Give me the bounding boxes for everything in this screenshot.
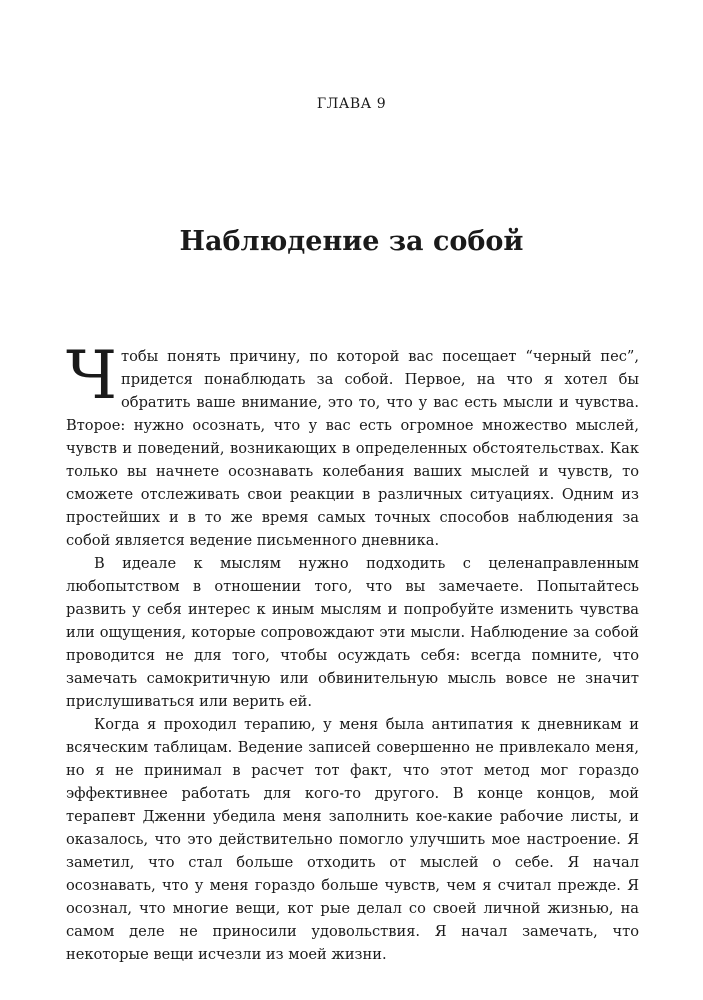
paragraph-1-text: тобы понять причину, по которой вас посещает “черный пес”, придется понаблюдать за собой. Первое, на что я хотел бы обратить ваше внимание, это то, что у вас есть мысли и чувства. Второе: нужно осознать, что у вас есть огромное множество мыслей, чувств и поведений, возникающих в определенных обстоятельствах. Как только вы начнете осознавать колебания ваших мыслей и чувств, то сможете отслеживать свои реакции в различных ситуациях. Одним из простейших и в то же время самых точных способов наблюдения за собой является ведение письменного дневника.: [66, 348, 639, 549]
chapter-title: Наблюдение за собой: [179, 226, 524, 257]
drop-cap: Ч: [66, 337, 118, 414]
paragraph-1: [66, 337, 639, 552]
chapter-label: ГЛАВА 9: [316, 96, 387, 112]
paragraph-3: Когда я проходил терапию, у меня была антипатия к дневникам и всяческим таблицам. Ведение записей совершенно не привлекало меня, но я не принимал в расчет тот факт, что этот метод мог гораздо эффективнее работать для кого-то другого. В конце концов, мой терапевт Дженни убедила меня заполнить кое-какие рабочие листы, и оказалось, что это действительно помогло улучшить мое настроение. Я заметил, что стал больше отходить от мыслей о себе. Я начал осознавать, что у меня гораздо больше чувств, чем я считал прежде. Я осознал, что многие вещи, кот рые делал со своей личной жизнью, на самом деле не приносили удовольствия. Я начал замечать, что некоторые вещи исчезли из моей жизни.: [66, 716, 639, 963]
paragraph-2: В идеале к мыслям нужно подходить с целенаправленным любопытством в отношении того, что вы замечаете. Попытайтесь развить у себя интерес к иным мыслям и попробуйте изменить чувства или ощущения, которые сопровождают эти мысли. Наблюдение за собой проводится не для того, чтобы осуждать себя: всегда помните, что замечать самокритичную или обвинительную мысль вовсе не значит прислушиваться или верить ей.: [66, 555, 639, 710]
body-text: [66, 337, 639, 966]
